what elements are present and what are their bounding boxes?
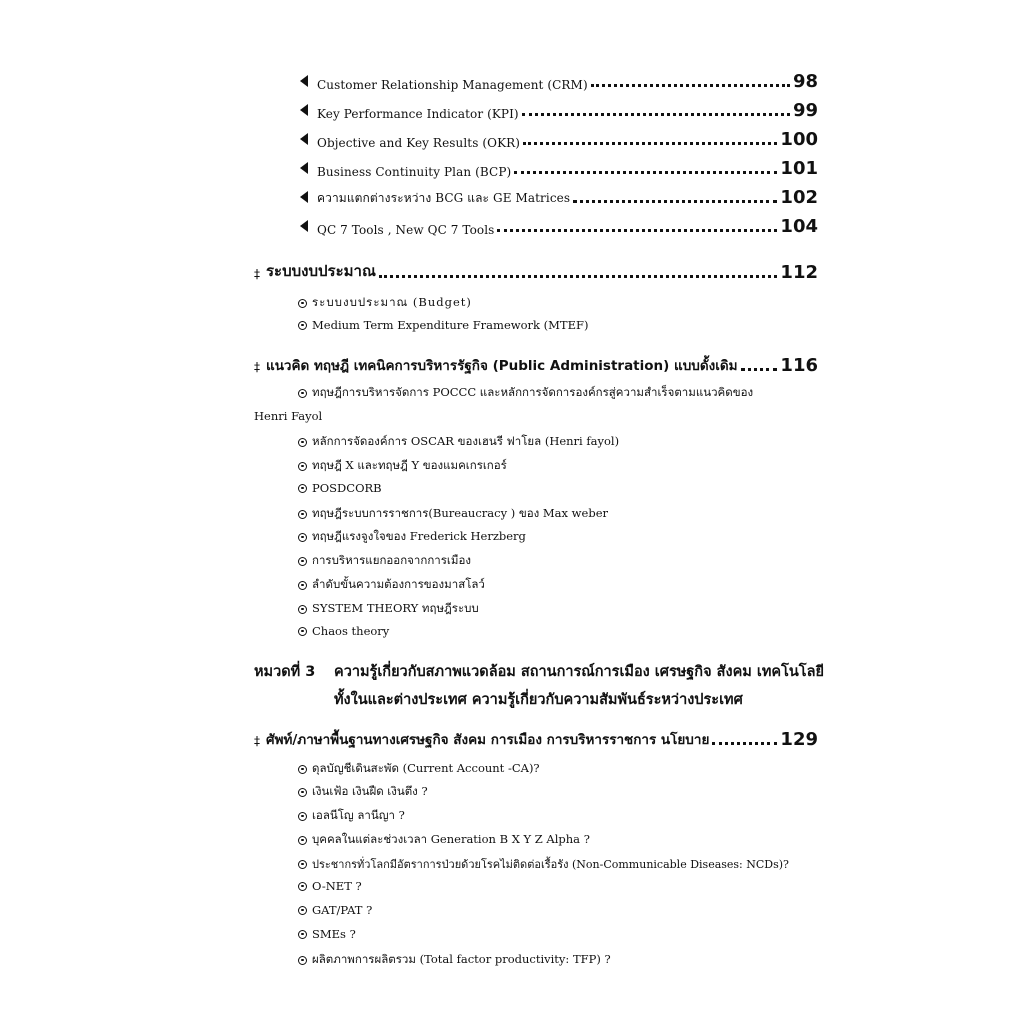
toc-entry-page: 98 xyxy=(792,71,818,92)
list-item xyxy=(298,294,472,312)
list-item xyxy=(298,384,753,402)
dot-leader xyxy=(573,200,777,203)
list-item-text: Chaos theory xyxy=(312,624,390,638)
bullet-icon xyxy=(298,605,307,614)
list-item-text: ผลิตภาพการผลิตรวม (Total factor productivity: TFP) ? xyxy=(312,952,611,966)
dagger-marker: ‡ xyxy=(254,734,260,748)
bullet-icon xyxy=(298,321,307,330)
list-item xyxy=(298,481,382,495)
list-item xyxy=(298,552,471,570)
list-item-text: การบริหารแยกออกจากการเมือง xyxy=(312,553,471,567)
bullet-icon xyxy=(298,812,307,821)
dot-leader xyxy=(497,229,777,232)
list-item-text: ทฤษฎี X และทฤษฎี Y ของแมคเกรเกอร์ xyxy=(312,458,507,472)
toc-entry-label: Business Continuity Plan (BCP) xyxy=(317,165,512,179)
section-page: 112 xyxy=(780,262,818,283)
toc-section-admin xyxy=(254,354,818,376)
list-item xyxy=(298,903,372,917)
triangle-left-icon xyxy=(300,191,308,203)
bullet-icon xyxy=(298,533,307,542)
triangle-left-icon xyxy=(300,162,308,174)
section-page: 129 xyxy=(780,729,818,750)
triangle-left-icon xyxy=(300,133,308,145)
list-item-text: ประชากรทั่วโลกมีอัตราการป่วยด้วยโรคไม่ติดต่อเรื้อรัง (Non-Communicable Diseases: NCDs)? xyxy=(312,858,789,871)
bullet-icon xyxy=(298,788,307,797)
toc-section-terms xyxy=(254,728,818,750)
list-item xyxy=(298,528,526,546)
section-page: 116 xyxy=(780,355,818,376)
section-title: แนวคิด ทฤษฎี เทคนิคการบริหารรัฐกิจ (Public Administration) แบบดั้งเดิม xyxy=(266,358,738,374)
bullet-icon xyxy=(298,581,307,590)
list-item xyxy=(298,831,590,849)
category-title-line-1: ความรู้เกี่ยวกับสภาพแวดล้อม สถานการณ์การเมือง เศรษฐกิจ สังคม เทคโนโลยี xyxy=(334,664,824,680)
toc-entry-page: 100 xyxy=(780,129,818,150)
list-item-text: ลำดับขั้นความต้องการของมาสโลว์ xyxy=(312,577,485,591)
triangle-left-icon xyxy=(300,75,308,87)
toc-entry-label: QC 7 Tools , New QC 7 Tools xyxy=(317,223,495,237)
list-item xyxy=(298,760,540,778)
list-item-text: O-NET ? xyxy=(312,879,362,893)
list-item-continuation: Henri Fayol xyxy=(254,409,323,423)
list-item xyxy=(298,457,507,475)
list-item-text: ทฤษฎีการบริหารจัดการ POCCC และหลักการจัดการองค์กรสู่ความสำเร็จตามแนวคิดของ xyxy=(312,385,754,399)
list-item xyxy=(298,318,588,332)
toc-entry xyxy=(300,159,818,179)
dot-leader xyxy=(741,368,778,371)
list-item-text: หลักการจัดองค์การ OSCAR ของเฮนรี ฟาโยล (Henri fayol) xyxy=(312,434,620,448)
bullet-icon xyxy=(298,299,307,308)
triangle-left-icon xyxy=(300,104,308,116)
list-item xyxy=(298,600,479,618)
list-item xyxy=(298,879,362,893)
dot-leader xyxy=(522,113,790,116)
bullet-icon xyxy=(298,882,307,891)
bullet-icon xyxy=(298,510,307,519)
dot-leader xyxy=(712,742,777,745)
list-item xyxy=(298,576,485,594)
triangle-left-icon xyxy=(300,220,308,232)
list-item-text: เงินเฟ้อ เงินฝืด เงินตึง ? xyxy=(312,784,428,798)
bullet-icon xyxy=(298,765,307,774)
list-item xyxy=(298,855,789,873)
bullet-icon xyxy=(298,836,307,845)
list-item-text: ทฤษฎีระบบการราชการ(Bureaucracy ) ของ Max weber xyxy=(312,506,608,520)
toc-entry-label: Key Performance Indicator (KPI) xyxy=(317,107,519,121)
bullet-icon xyxy=(298,389,307,398)
dot-leader xyxy=(379,275,778,278)
toc-entry xyxy=(300,188,818,208)
bullet-icon xyxy=(298,557,307,566)
list-item-text: ดุลบัญชีเดินสะพัด (Current Account -CA)? xyxy=(312,761,540,775)
list-item xyxy=(298,433,619,451)
bullet-icon xyxy=(298,462,307,471)
list-item-text: Medium Term Expenditure Framework (MTEF) xyxy=(312,318,589,332)
list-item-text: บุคคลในแต่ละช่วงเวลา Generation B X Y Z Alpha ? xyxy=(312,832,590,846)
section-title: ระบบงบประมาณ xyxy=(266,262,376,280)
toc-entry xyxy=(300,217,818,237)
bullet-icon xyxy=(298,906,307,915)
list-item xyxy=(298,951,611,969)
list-item-text: เอลนีโญ ลานีญา ? xyxy=(312,808,405,822)
list-item-text: SYSTEM THEORY ทฤษฎีระบบ xyxy=(312,601,479,615)
toc-section-budget xyxy=(254,259,818,283)
category-label: หมวดที่ 3 xyxy=(254,664,316,680)
toc-entry xyxy=(300,101,818,121)
list-item xyxy=(298,807,405,825)
dot-leader xyxy=(523,142,777,145)
bullet-icon xyxy=(298,627,307,636)
toc-entry xyxy=(300,72,818,92)
toc-entry-page: 99 xyxy=(792,100,818,121)
toc-entry-label: Customer Relationship Management (CRM) xyxy=(317,78,588,92)
list-item xyxy=(298,783,428,801)
list-item-text: ทฤษฎีแรงจูงใจของ Frederick Herzberg xyxy=(312,529,526,543)
list-item xyxy=(298,505,608,523)
toc-entry-page: 102 xyxy=(780,187,818,208)
toc-entry-page: 104 xyxy=(780,216,818,237)
toc-entry xyxy=(300,130,818,150)
dot-leader xyxy=(514,171,777,174)
list-item-text: GAT/PAT ? xyxy=(312,903,373,917)
list-item-text: SMEs ? xyxy=(312,927,356,941)
toc-entry-label: Objective and Key Results (OKR) xyxy=(317,136,521,150)
dot-leader xyxy=(591,84,790,87)
list-item-text: POSDCORB xyxy=(312,481,382,495)
bullet-icon xyxy=(298,930,307,939)
bullet-icon xyxy=(298,860,307,869)
bullet-icon xyxy=(298,956,307,965)
list-item xyxy=(298,624,389,638)
list-item-text: ระบบงบประมาณ (Budget) xyxy=(312,295,472,309)
bullet-icon xyxy=(298,438,307,447)
category-title-line-2: ทั้งในและต่างประเทศ ความรู้เกี่ยวกับความสัมพันธ์ระหว่างประเทศ xyxy=(334,692,743,708)
dagger-marker: ‡ xyxy=(254,267,260,281)
bullet-icon xyxy=(298,484,307,493)
dagger-marker: ‡ xyxy=(254,360,260,374)
toc-entry-label: ความแตกต่างระหว่าง BCG และ GE Matrices xyxy=(317,191,571,205)
section-title: ศัพท์/ภาษาพื้นฐานทางเศรษฐกิจ สังคม การเมือง การบริหารราชการ นโยบาย xyxy=(266,732,710,748)
list-item xyxy=(298,927,356,941)
toc-entry-page: 101 xyxy=(780,158,818,179)
